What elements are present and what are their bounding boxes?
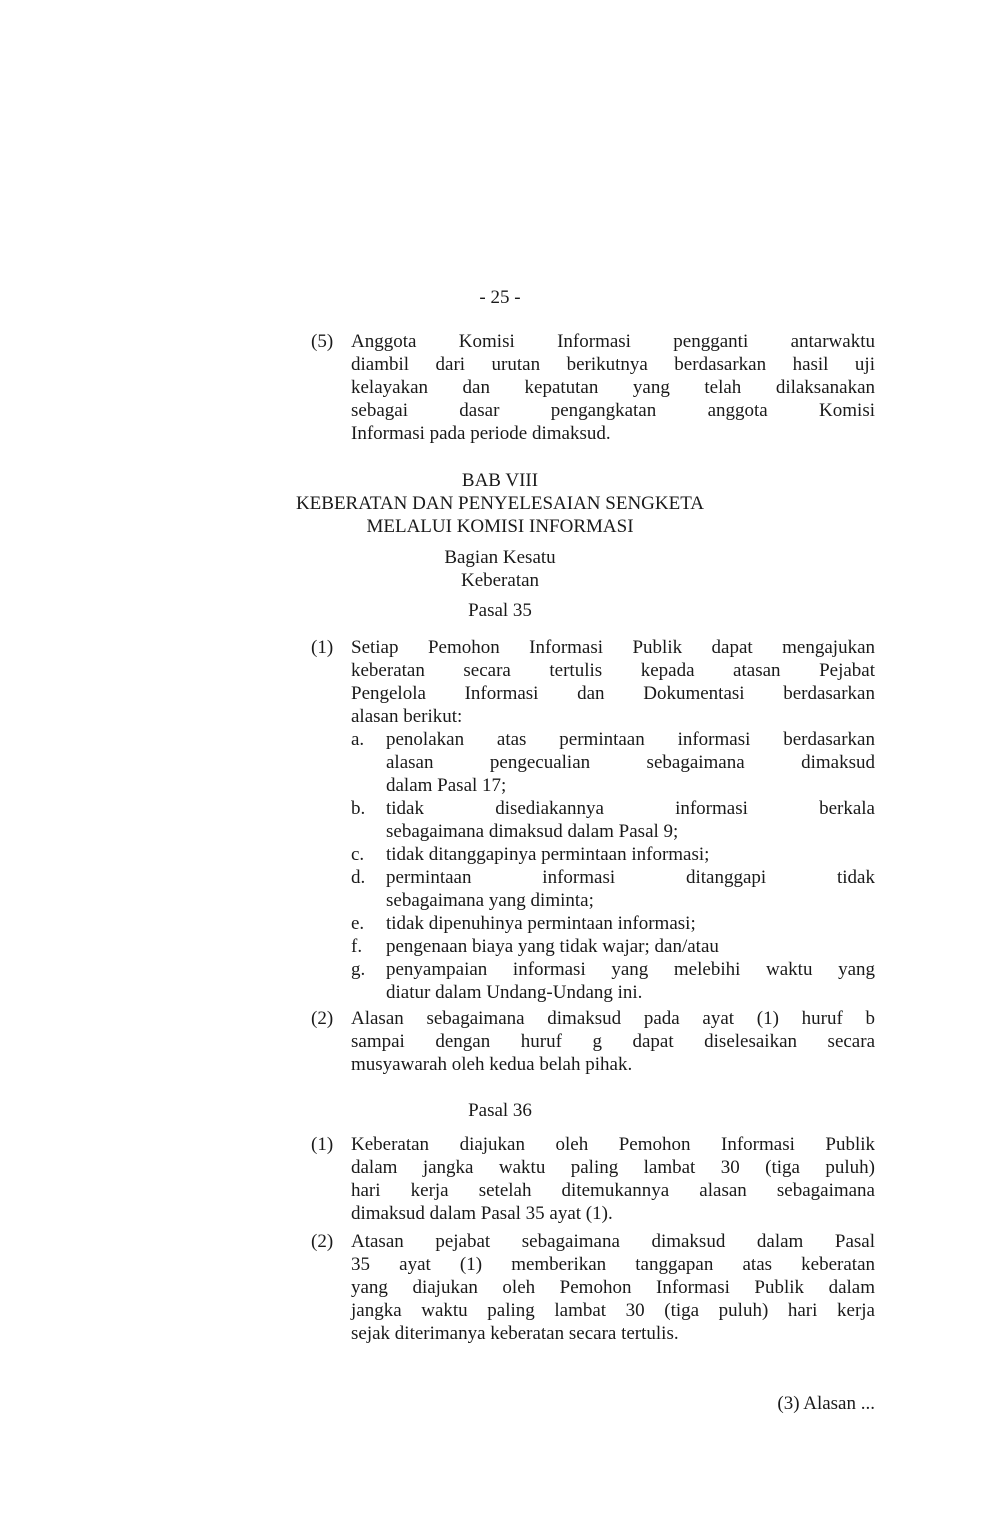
text-line: diambil dari urutan berikutnya berdasarkan hasil uji: [351, 354, 875, 375]
text-line: Pengelola Informasi dan Dokumentasi berdasarkan: [351, 683, 875, 704]
text-line: diatur dalam Undang-Undang ini.: [386, 982, 643, 1003]
text-line: alasan berikut:: [351, 706, 463, 727]
text-line: yang diajukan oleh Pemohon Informasi Publik dalam: [351, 1277, 875, 1298]
list-item: [386, 797, 875, 843]
ayat-5-text: [351, 330, 875, 445]
ayat-number: (5): [311, 331, 334, 352]
text-line: tidak disediakannya informasi berkala: [386, 798, 875, 819]
text-line: musyawarah oleh kedua belah pihak.: [351, 1054, 633, 1075]
text-line: Setiap Pemohon Informasi Publik dapat mengajukan: [351, 637, 875, 658]
chapter-number: BAB VIII: [461, 470, 539, 491]
text-line: kelayakan dan kepatutan yang telah dilaksanakan: [351, 377, 875, 398]
text-line: dalam Pasal 17;: [386, 775, 507, 796]
text-line: permintaan informasi ditanggapi tidak: [386, 867, 875, 888]
list-item: [386, 912, 875, 935]
text-line: 35 ayat (1) memberikan tanggapan atas keberatan: [351, 1254, 875, 1275]
continuation-marker: (3) Alasan ...: [777, 1393, 875, 1414]
ayat-number: (2): [311, 1231, 334, 1252]
text-line: Keberatan diajukan oleh Pemohon Informasi Publik: [351, 1134, 875, 1155]
pasal-36-ayat-2-text: [351, 1230, 875, 1345]
text-line: jangka waktu paling lambat 30 (tiga puluh) hari kerja: [351, 1300, 875, 1321]
part-number: Bagian Kesatu: [444, 547, 556, 568]
ayat-number: (1): [311, 637, 334, 658]
list-item-label: f.: [351, 936, 363, 957]
pasal-35-heading: Pasal 35: [468, 600, 532, 621]
list-item-label: b.: [351, 798, 366, 819]
ayat-number: (2): [311, 1008, 334, 1029]
list-item: [386, 728, 875, 797]
text-line: sebagai dasar pengangkatan anggota Komisi: [351, 400, 875, 421]
list-item: [386, 866, 875, 912]
list-item-label: e.: [351, 913, 365, 934]
list-item: [386, 958, 875, 1004]
text-line: Informasi pada periode dimaksud.: [351, 423, 611, 444]
part-title: Keberatan: [460, 570, 540, 591]
text-line: sebagaimana dimaksud dalam Pasal 9;: [386, 821, 679, 842]
text-line: Alasan sebagaimana dimaksud pada ayat (1) huruf b: [351, 1008, 875, 1029]
pasal-35-ayat-2-text: [351, 1007, 875, 1076]
list-item-label: g.: [351, 959, 366, 980]
list-item: [386, 935, 875, 958]
chapter-title-line2: MELALUI KOMISI INFORMASI: [366, 516, 634, 537]
list-item: [386, 843, 875, 866]
text-line: tidak ditanggapinya permintaan informasi;: [386, 844, 710, 865]
text-line: penolakan atas permintaan informasi berdasarkan: [386, 729, 875, 750]
text-line: keberatan secara tertulis kepada atasan Pejabat: [351, 660, 875, 681]
chapter-title-line1: KEBERATAN DAN PENYELESAIAN SENGKETA: [295, 493, 705, 514]
pasal-35-ayat-1-text: [351, 636, 875, 728]
pasal-36-ayat-1-text: [351, 1133, 875, 1225]
list-item-label: d.: [351, 867, 366, 888]
text-line: penyampaian informasi yang melebihi waktu yang: [386, 959, 875, 980]
list-item-label: c.: [351, 844, 365, 865]
text-line: pengenaan biaya yang tidak wajar; dan/atau: [386, 936, 719, 957]
text-line: sejak diterimanya keberatan secara tertulis.: [351, 1323, 679, 1344]
text-line: dalam jangka waktu paling lambat 30 (tiga puluh): [351, 1157, 875, 1178]
text-line: hari kerja setelah ditemukannya alasan sebagaimana: [351, 1180, 875, 1201]
ayat-number: (1): [311, 1134, 334, 1155]
text-line: Atasan pejabat sebagaimana dimaksud dalam Pasal: [351, 1231, 875, 1252]
text-line: tidak dipenuhinya permintaan informasi;: [386, 913, 696, 934]
page-number: - 25 -: [479, 287, 521, 308]
list-item-label: a.: [351, 729, 365, 750]
text-line: Anggota Komisi Informasi pengganti antarwaktu: [351, 331, 875, 352]
text-line: dimaksud dalam Pasal 35 ayat (1).: [351, 1203, 613, 1224]
text-line: alasan pengecualian sebagaimana dimaksud: [386, 752, 875, 773]
text-line: sampai dengan huruf g dapat diselesaikan secara: [351, 1031, 875, 1052]
pasal-36-heading: Pasal 36: [468, 1100, 532, 1121]
text-line: sebagaimana yang diminta;: [386, 890, 594, 911]
